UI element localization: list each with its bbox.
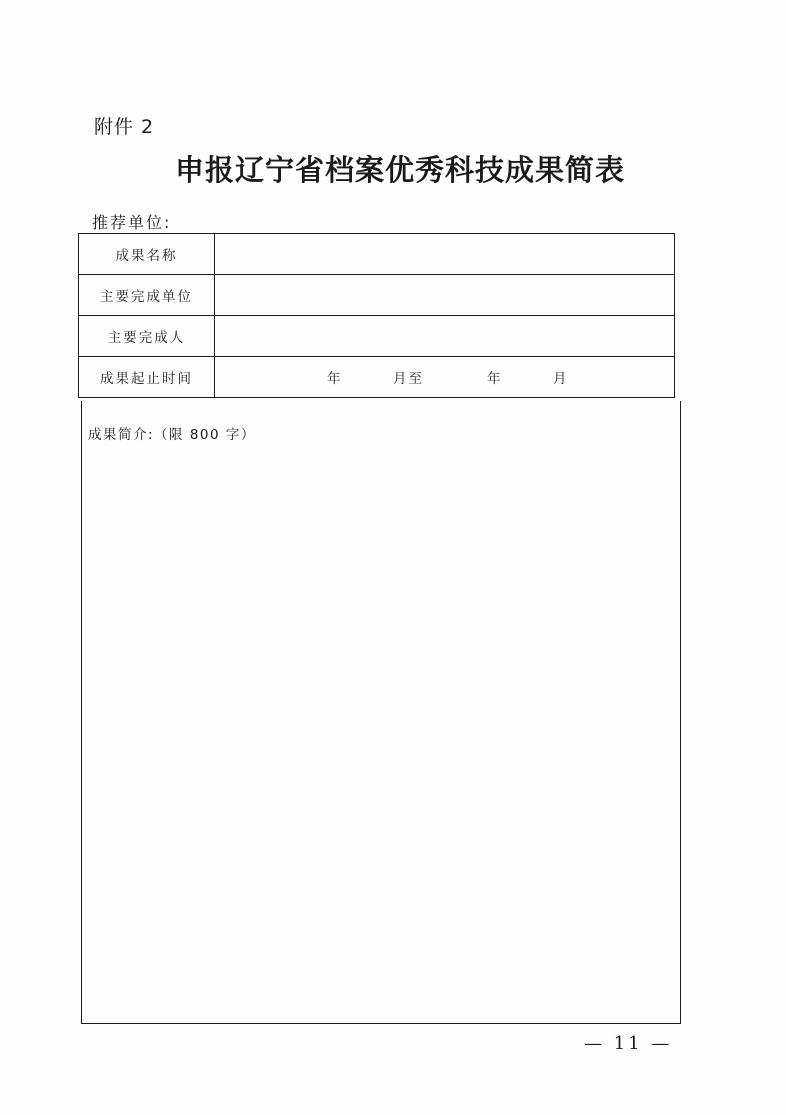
date-range-label: 成果起止时间 [79,357,215,398]
page-number: — 11 — [584,1033,673,1054]
attachment-label: 附件 2 [94,116,155,138]
table-row [79,234,675,275]
month-end-text: 月 [553,371,569,387]
month-to-text: 月至 [393,371,424,387]
achievement-name-label: 成果名称 [79,234,215,275]
main-person-label: 主要完成人 [79,316,215,357]
date-range-field[interactable] [215,357,675,398]
main-person-field[interactable] [215,316,675,357]
table-row [79,275,675,316]
summary-label: 成果简介:（限 800 字） [88,427,256,443]
summary-box[interactable] [81,401,681,1024]
year-end-text: 年 [487,371,503,387]
year-start-text: 年 [327,371,343,387]
table-row [79,357,675,398]
main-unit-field[interactable] [215,275,675,316]
table-row [79,316,675,357]
recommender-label: 推荐单位: [92,213,172,232]
document-title: 申报辽宁省档案优秀科技成果简表 [174,153,625,187]
achievement-name-field[interactable] [215,234,675,275]
application-form-table [78,233,675,398]
main-unit-label: 主要完成单位 [79,275,215,316]
